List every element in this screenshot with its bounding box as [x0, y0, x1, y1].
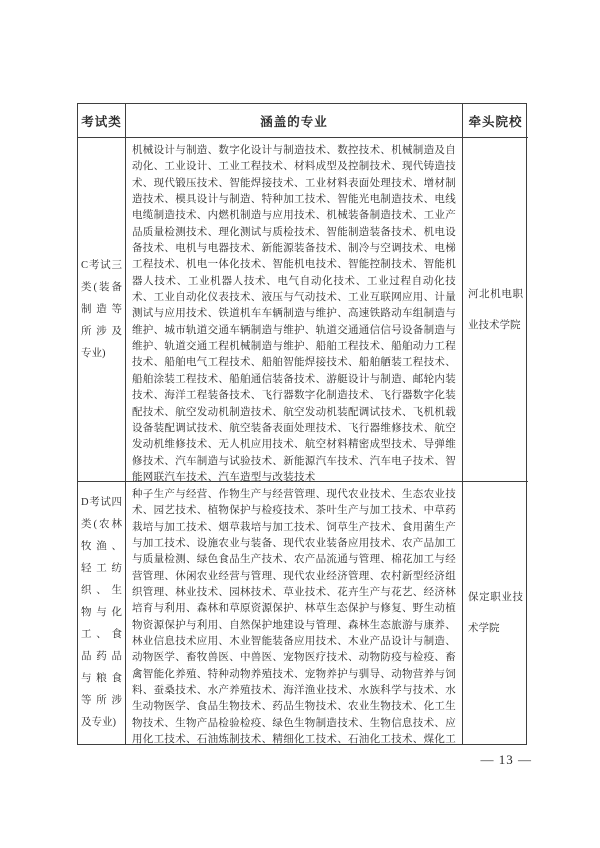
category-d-majors-list: 种子生产与经营、作物生产与经营管理、现代农业技术、生态农业技术、园艺技术、植物保护与检疫技术、茶叶生产与加工技术、中草药栽培与加工技术、烟草栽培与加工技术、饲草生产技术、食用菌生产与加工技术、设施农业与装备、现代农业装备应用技术、农产品加工与质量检测、绿色食品生产技术、农产品流通与管理、棉花加工与经营管理、休闲农业经营与管理、现代农业经济管理、农村新型经济组织管理、林业技术、园林技术、草业技术、花卉生产与花艺、经济林培育与利用、森林和草原资源保护、林草生态保护与修复、野生动植物资源保护与利用、自然保护地建设与管理、森林生态旅游与康养、林业信息技术应用、木业智能装备应用技术、木业产品设计与制造、动物医学、畜牧兽医、中兽医、宠物医疗技术、动物防疫与检疫、畜禽智能化养殖、特种动物养殖技术、宠物养护与驯导、动物营养与饲料、蚕桑技术、水产养殖技术、海洋渔业技术、水族科学与技术、水生动物医学、食品生物技术、药品生物技术、农业生物技术、化工生物技术、生物产品检验检疫、绿色生物制造技术、生物信息技术、应用化工技术、石油炼制技术、精细化工技术、石油化工技术、煤化工: [126, 482, 463, 744]
page-number: — 13 —: [480, 752, 532, 767]
header-exam-category: 考试类: [78, 104, 126, 138]
category-c-label: C考试三类(装备制造等所涉及专业): [81, 259, 122, 359]
exam-category-majors-table: [77, 103, 527, 745]
category-c-majors-list: 机械设计与制造、数字化设计与制造技术、数控技术、机械制造及自动化、工业设计、工业工程技术、材料成型及控制技术、现代铸造技术、现代锻压技术、智能焊接技术、工业材料表面处理技术、增材制造技术、模具设计与制造、特种加工技术、智能光电制造技术、电线电缆制造技术、内燃机制造与应用技术、机械装备制造技术、工业产品质量检测技术、理化测试与质检技术、智能制造装备技术、机电设备技术、电机与电器技术、新能源装备技术、制冷与空调技术、电梯工程技术、机电一体化技术、智能机电技术、智能控制技术、智能机器人技术、工业机器人技术、电气自动化技术、工业过程自动化技术、工业自动化仪表技术、液压与气动技术、工业互联网应用、计量测试与应用技术、铁道机车车辆制造与维护、高速铁路动车组制造与维护、城市轨道交通车辆制造与维护、轨道交通通信信号设备制造与维护、轨道交通工程机械制造与维护、船舶工程技术、船舶动力工程技术、船舶电气工程技术、船舶智能焊接技术、船舶舾装工程技术、船舶涂装工程技术、船舶通信装备技术、游艇设计与制造、邮轮内装技术、海洋工程装备技术、飞行器数字化制造技术、飞行器数字化装配技术、航空发动机制造技术、航空发动机装配调试技术、飞机机载设备装配调试技术、航空装备表面处理技术、飞行器维修技术、航空发动机维修技术、无人机应用技术、航空材料精密成型技术、导弹维修技术、汽车制造与试验技术、新能源汽车技术、汽车电子技术、智能网联汽车技术、汽车造型与改装技术: [126, 138, 463, 482]
category-d-college-name: 保定职业技术学院: [468, 592, 523, 634]
category-c-lead-college: [463, 138, 528, 482]
category-d-lead-college: [463, 482, 528, 744]
category-d-label: D考试四类(农林牧渔、轻工纺织、生物与化工、食品药品与粮食等所涉及专业): [81, 497, 122, 728]
table-row-category-c: [78, 138, 126, 482]
header-covered-majors: 涵盖的专业: [126, 104, 463, 138]
header-lead-college: 牵头院校: [463, 104, 528, 138]
category-c-college-name: 河北机电职业技术学院: [468, 288, 523, 331]
table-row-category-d: [78, 482, 126, 744]
